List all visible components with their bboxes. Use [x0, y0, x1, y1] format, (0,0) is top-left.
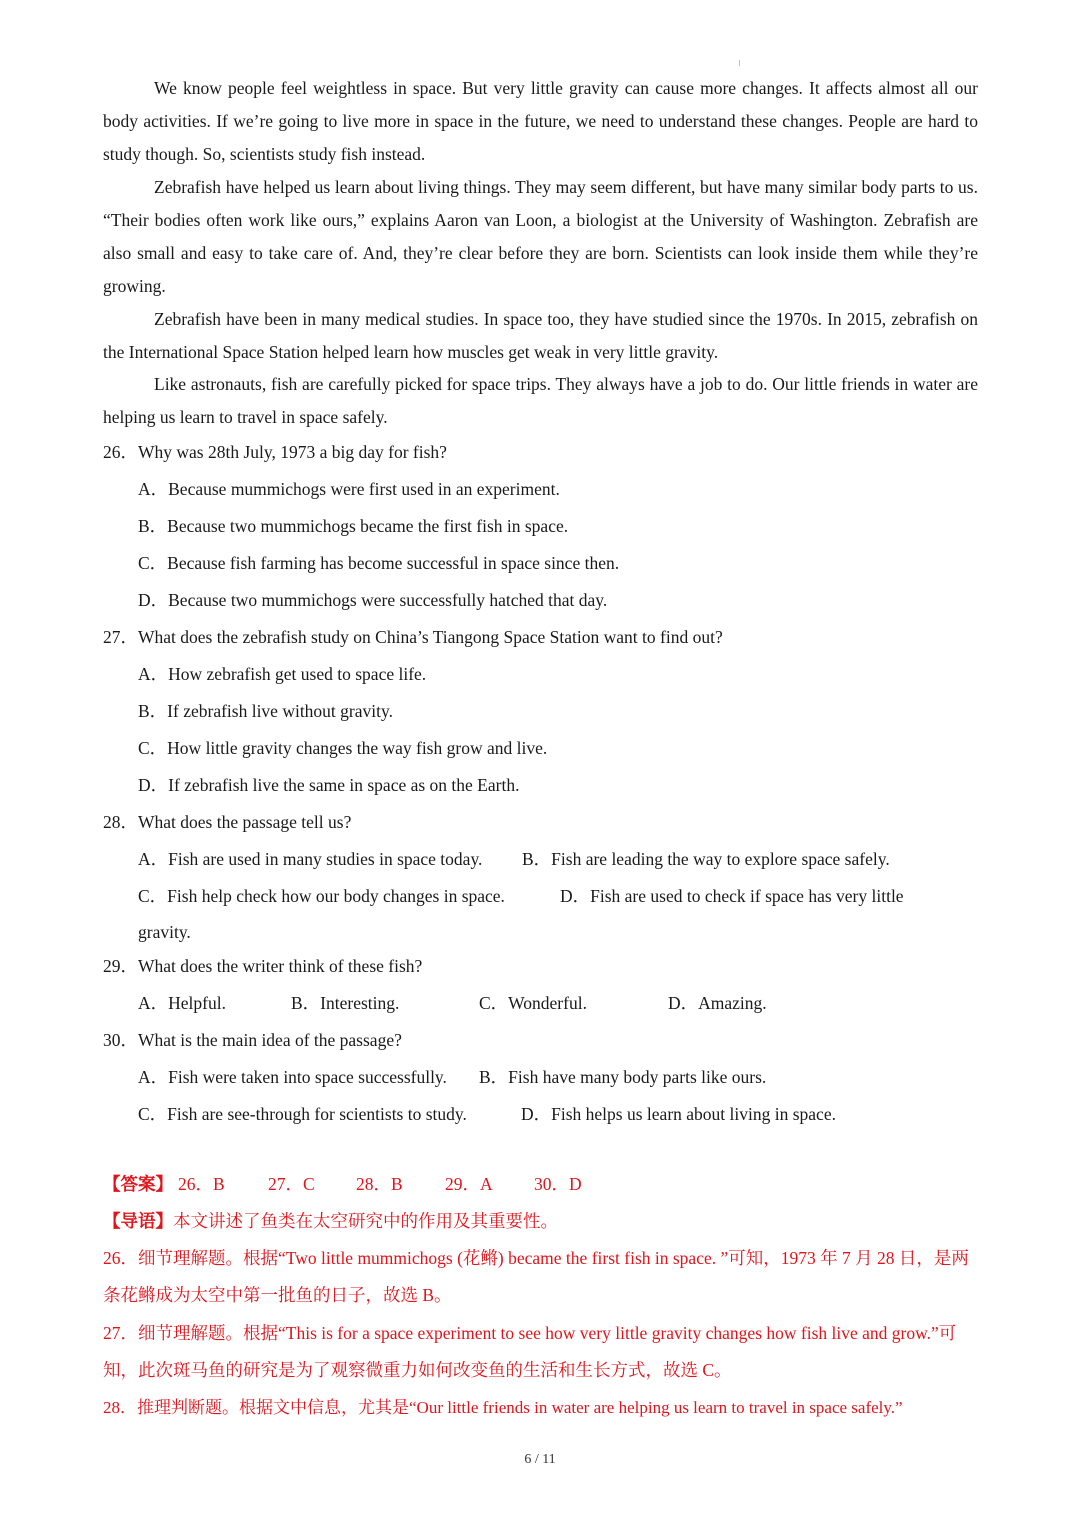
question-27-option-a: A．How zebrafish get used to space life. [138, 664, 427, 684]
answer-26: 26．B [178, 1174, 225, 1194]
explanation-27: 27．细节理解题。根据“This is for a space experiment to see how very little gravity changes how fish live and grow.”可知，此次斑马鱼的研究是为了观察微重力如何改变鱼的生活和生长方式，故选 C。 [103, 1323, 957, 1380]
question-28-option-d-continued: gravity. [138, 922, 191, 942]
scan-mark [739, 60, 740, 66]
question-29-stem: 29．What does the writer think of these fish? [103, 956, 423, 976]
question-27-option-d: D．If zebrafish live the same in space as on the Earth. [138, 775, 520, 795]
question-26-option-b: B．Because two mummichogs became the first fish in space. [138, 516, 569, 536]
answer-28: 28．B [356, 1174, 403, 1194]
answer-key-label: 【答案】 [103, 1174, 173, 1194]
passage-paragraph-2: Zebrafish have helped us learn about living things. They may seem different, but have many similar body parts to us. “Their bodies often work like ours,” explains Aaron van Loon, a biologist at the University of Washington. Zebrafish are also small and easy to take care of. And, they’re clear before they are born. Scientists can look inside them while they’re growing. [103, 177, 978, 296]
question-29-option-b: B．Interesting. [291, 993, 400, 1013]
answer-30: 30．D [534, 1174, 582, 1194]
answer-key-row [103, 1172, 582, 1196]
question-30-stem: 30．What is the main idea of the passage? [103, 1030, 402, 1050]
question-30-option-a: A．Fish were taken into space successfully. [138, 1067, 447, 1087]
question-26-option-c: C．Because fish farming has become successful in space since then. [138, 553, 620, 573]
passage-paragraph-3: Zebrafish have been in many medical studies. In space too, they have studied since the 1970s. In 2015, zebrafish on the International Space Station helped learn how muscles get weak in very little gravity. [103, 309, 978, 362]
question-28-option-b: B．Fish are leading the way to explore space safely. [522, 849, 890, 869]
guide-row [103, 1209, 558, 1233]
question-30-option-c: C．Fish are see-through for scientists to study. [138, 1104, 467, 1124]
question-27-option-c: C．How little gravity changes the way fish grow and live. [138, 738, 548, 758]
question-26-option-d: D．Because two mummichogs were successfully hatched that day. [138, 590, 608, 610]
passage-paragraph-1: We know people feel weightless in space. But very little gravity can cause more changes. It affects almost all our body activities. If we’re going to live more in space in the future, we need to understand these changes. People are hard to study though. So, scientists study fish instead. [103, 78, 978, 164]
question-28-option-a: A．Fish are used in many studies in space today. [138, 849, 483, 869]
passage-paragraph-4: Like astronauts, fish are carefully picked for space trips. They always have a job to do. Our little friends in water are helping us learn to travel in space safely. [103, 374, 978, 427]
guide-label: 【导语】 [103, 1211, 173, 1231]
question-30-option-b: B．Fish have many body parts like ours. [479, 1067, 767, 1087]
answer-29: 29．A [445, 1174, 493, 1194]
answer-27: 27．C [268, 1174, 315, 1194]
question-29-option-a: A．Helpful. [138, 993, 226, 1013]
question-29-option-d: D．Amazing. [668, 993, 767, 1013]
question-27-option-b: B．If zebrafish live without gravity. [138, 701, 393, 721]
question-28-stem: 28．What does the passage tell us? [103, 812, 352, 832]
question-28-option-c: C．Fish help check how our body changes in space. [138, 886, 505, 906]
question-26-option-a: A．Because mummichogs were first used in an experiment. [138, 479, 560, 499]
question-27-stem: 27．What does the zebrafish study on China’s Tiangong Space Station want to find out? [103, 627, 723, 647]
explanation-26: 26．细节理解题。根据“Two little mummichogs (花鳉) became the first fish in space. ”可知，1973 年 7 月 28 日，是两条花鳉成为太空中第一批鱼的日子，故选 B。 [103, 1248, 969, 1305]
guide-text: 本文讲述了鱼类在太空研究中的作用及其重要性。 [173, 1211, 558, 1231]
question-30-option-d: D．Fish helps us learn about living in space. [521, 1104, 836, 1124]
question-26-stem: 26．Why was 28th July, 1973 a big day for fish? [103, 442, 447, 462]
question-29-option-c: C．Wonderful. [479, 993, 587, 1013]
explanation-28: 28．推理判断题。根据文中信息，尤其是“Our little friends in water are helping us learn to travel in space safely.” [103, 1398, 903, 1417]
question-28-option-d: D．Fish are used to check if space has very little [560, 886, 904, 906]
page-number: 6 / 11 [524, 1452, 556, 1467]
